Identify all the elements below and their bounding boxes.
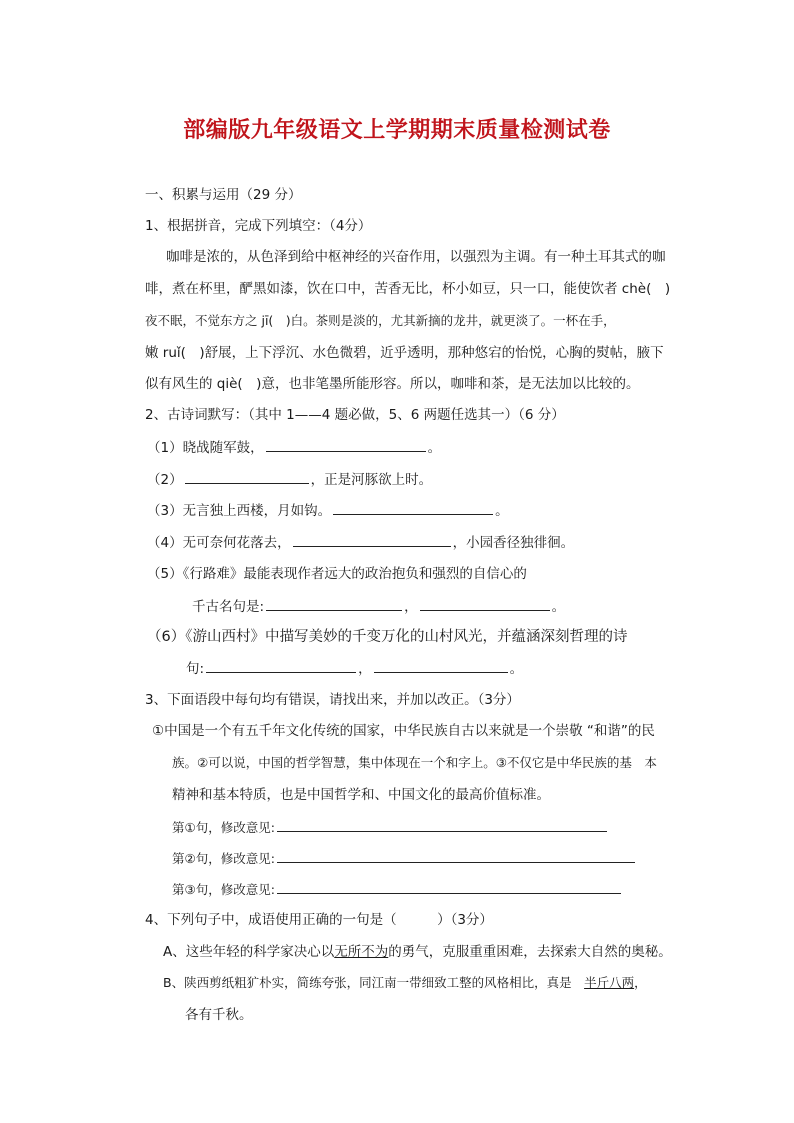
poem-line-1 xyxy=(147,437,441,458)
poem-line-3-end: 。 xyxy=(495,503,509,519)
section-heading: 一、积累与运用（29 分） xyxy=(145,187,302,203)
poem-line-2 xyxy=(147,469,432,490)
poem-line-6-sep: ， xyxy=(358,661,372,677)
poem-line-1-end: 。 xyxy=(427,440,442,456)
question-1-passage-line: 啡，煮在杯里，酽黑如漆，饮在口中，苦香无比，杯小如豆，只一口，能使饮者 chè( ) xyxy=(145,281,671,297)
answer-blank[interactable] xyxy=(374,658,508,673)
revision-row-1 xyxy=(172,817,609,838)
revision-label-3: 第③句，修改意见: xyxy=(172,882,275,897)
option-a xyxy=(163,942,672,962)
page-title: 部编版九年级语文上学期期末质量检测试卷 xyxy=(183,118,611,143)
poem-line-3 xyxy=(147,500,509,521)
option-b-continued: 各有千秋。 xyxy=(185,1007,253,1023)
option-a-text-end: 的勇气，克服重重困难，去探索大自然的奥秘。 xyxy=(388,944,672,960)
answer-blank[interactable] xyxy=(266,596,402,611)
question-3-passage-line: ①中国是一个有五千年文化传统的国家，中华民族自古以来就是一个崇敬 “和谐”的民 xyxy=(152,723,655,739)
question-1-passage-line: 似有风生的 qiè( )意，也非笔墨所能形容。所以，咖啡和茶，是无法加以比较的。 xyxy=(145,376,640,392)
question-1-passage-line: 嫩 ruǐ( )舒展，上下浮沉、水色微碧，近乎透明，那种悠宕的怡悦，心胸的熨帖，腋下 xyxy=(145,345,664,361)
poem-line-3-text: （3）无言独上西楼，月如钩。 xyxy=(147,503,332,519)
option-a-text: A、这些年轻的科学家决心以 xyxy=(163,944,335,960)
question-1-heading: 1、根据拼音，完成下列填空：（4分） xyxy=(145,218,372,234)
poem-line-6-end: 。 xyxy=(509,661,524,677)
answer-blank[interactable] xyxy=(185,469,309,484)
answer-blank[interactable] xyxy=(293,532,451,547)
poem-line-6: （6）《游山西村》中描写美妙的千变万化的山村风光，并蕴涵深刻哲理的诗 xyxy=(147,629,628,645)
poem-line-5-label: 千古名句是: xyxy=(192,599,265,615)
answer-blank[interactable] xyxy=(277,879,621,894)
poem-line-6-label: 句: xyxy=(186,661,205,677)
question-1-passage-line: 夜不眠，不觉东方之 jī( )白。茶则是淡的，尤其新摘的龙井，就更淡了。一杯在手， xyxy=(145,313,616,328)
poem-line-1-text: （1）晓战随军鼓， xyxy=(147,440,264,456)
poem-line-5-answer xyxy=(192,596,565,617)
option-b xyxy=(163,973,647,993)
poem-line-5: （5）《行路难》最能表现作者远大的政治抱负和强烈的自信心的 xyxy=(147,566,527,582)
question-2-heading: 2、古诗词默写：（其中 1——4 题必做，5、6 两题任选其一）（6 分） xyxy=(145,407,565,423)
poem-line-5-sep: ， xyxy=(404,599,418,615)
revision-label-2: 第②句，修改意见: xyxy=(172,851,275,866)
answer-blank[interactable] xyxy=(206,658,356,673)
option-b-text: B、陕西剪纸粗犷朴实，简练夸张，同江南一带细致工整的风格相比，真是 xyxy=(163,975,585,990)
option-a-idiom: 无所不为 xyxy=(334,944,389,960)
answer-blank[interactable] xyxy=(277,848,635,863)
answer-blank[interactable] xyxy=(277,817,607,832)
poem-line-4-end: ，小园香径独徘徊。 xyxy=(452,535,575,551)
revision-row-2 xyxy=(172,848,637,869)
poem-line-6-answer xyxy=(186,658,523,679)
question-3-passage-line: 族。②可以说，中国的哲学智慧，集中体现在一个和字上。③不仅它是中华民族的基 本 xyxy=(172,755,657,770)
answer-blank[interactable] xyxy=(420,596,550,611)
question-3-heading: 3、下面语段中每句均有错误，请找出来，并加以改正。（3分） xyxy=(145,692,520,708)
answer-blank[interactable] xyxy=(333,500,493,515)
revision-label-1: 第①句，修改意见: xyxy=(172,820,275,835)
question-1-passage-line: 咖啡是浓的，从色泽到给中枢神经的兴奋作用，以强烈为主调。有一种土耳其式的咖 xyxy=(166,249,666,265)
answer-blank[interactable] xyxy=(266,437,426,452)
option-b-text-end: ， xyxy=(634,975,647,990)
poem-line-4-text: （4）无可奈何花落去， xyxy=(147,535,291,551)
poem-line-5-end: 。 xyxy=(551,599,566,615)
question-3-passage-line: 精神和基本特质，也是中国哲学和、中国文化的最高价值标准。 xyxy=(172,787,550,803)
revision-row-3 xyxy=(172,879,623,900)
poem-line-4 xyxy=(147,532,574,553)
poem-line-2-end: ，正是河豚欲上时。 xyxy=(310,472,433,488)
poem-line-2-text: （2） xyxy=(147,472,183,488)
question-4-heading: 4、下列句子中，成语使用正确的一句是（ ）（3分） xyxy=(145,912,493,928)
option-b-idiom: 半斤八两 xyxy=(584,975,635,990)
